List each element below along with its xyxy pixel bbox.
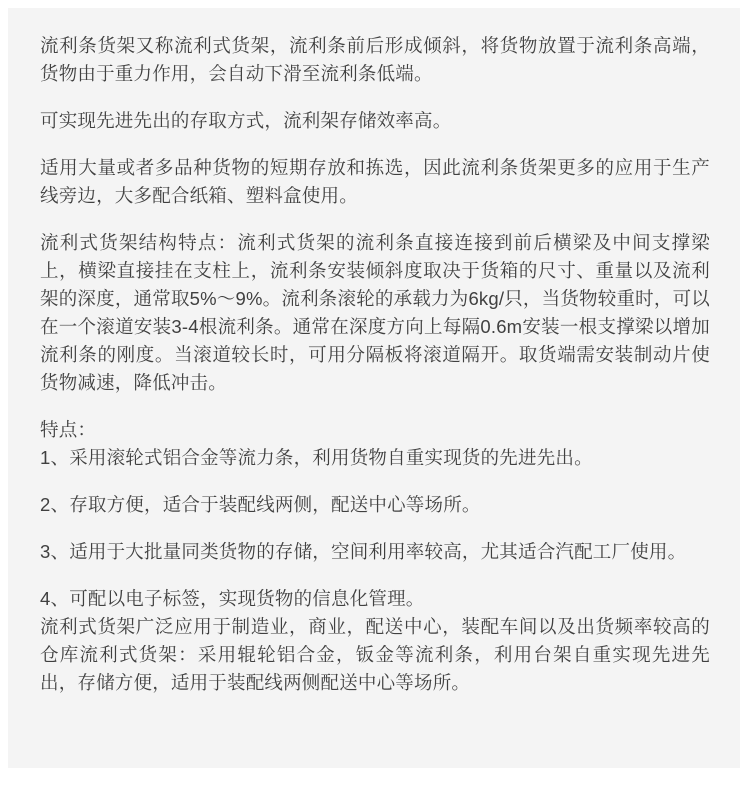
product-description-panel: [8, 8, 740, 768]
features-section: [40, 416, 710, 613]
feature-item-4: 4、可配以电子标签，实现货物的信息化管理。: [40, 588, 425, 609]
usage-paragraph: 适用大量或者多品种货物的短期存放和拣选，因此流利条货架更多的应用于生产线旁边，大多配合纸箱、塑料盒使用。: [40, 157, 710, 206]
feature-item-3: 3、适用于大批量同类货物的存储，空间利用率较高，尤其适合汽配工厂使用。: [40, 541, 687, 562]
intro-paragraph: 流利条货架又称流利式货架，流利条前后形成倾斜，将货物放置于流利条高端，货物由于重力作用，会自动下滑至流利条低端。: [40, 35, 710, 84]
features-heading: 特点：: [40, 419, 97, 440]
fifo-paragraph: 可实现先进先出的存取方式，流利架存储效率高。: [40, 110, 452, 131]
closing-paragraph: 流利式货架广泛应用于制造业，商业，配送中心，装配车间以及出货频率较高的仓库流利式货架：采用辊轮铝合金，钣金等流利条，利用台架自重实现先进先出，存储方便，适用于装配线两侧配送中心等场所。: [40, 616, 710, 693]
feature-item-2: 2、存取方便，适合于装配线两侧，配送中心等场所。: [40, 494, 481, 515]
structure-paragraph: 流利式货架结构特点：流利式货架的流利条直接连接到前后横梁及中间支撑梁上，横梁直接挂在支柱上，流利条安装倾斜度取决于货箱的尺寸、重量以及流利架的深度，通常取5%～9%。流利条滚轮的承载力为6kg/只，当货物较重时，可以在一个滚道安装3-4根流利条。通常在深度方向上每隔0.6m安装一根支撑梁以增加流利条的刚度。当滚道较长时，可用分隔板将滚道隔开。取货端需安装制动片使货物减速，降低冲击。: [40, 232, 710, 393]
feature-item-1: 1、采用滚轮式铝合金等流力条，利用货物自重实现货的先进先出。: [40, 447, 593, 468]
